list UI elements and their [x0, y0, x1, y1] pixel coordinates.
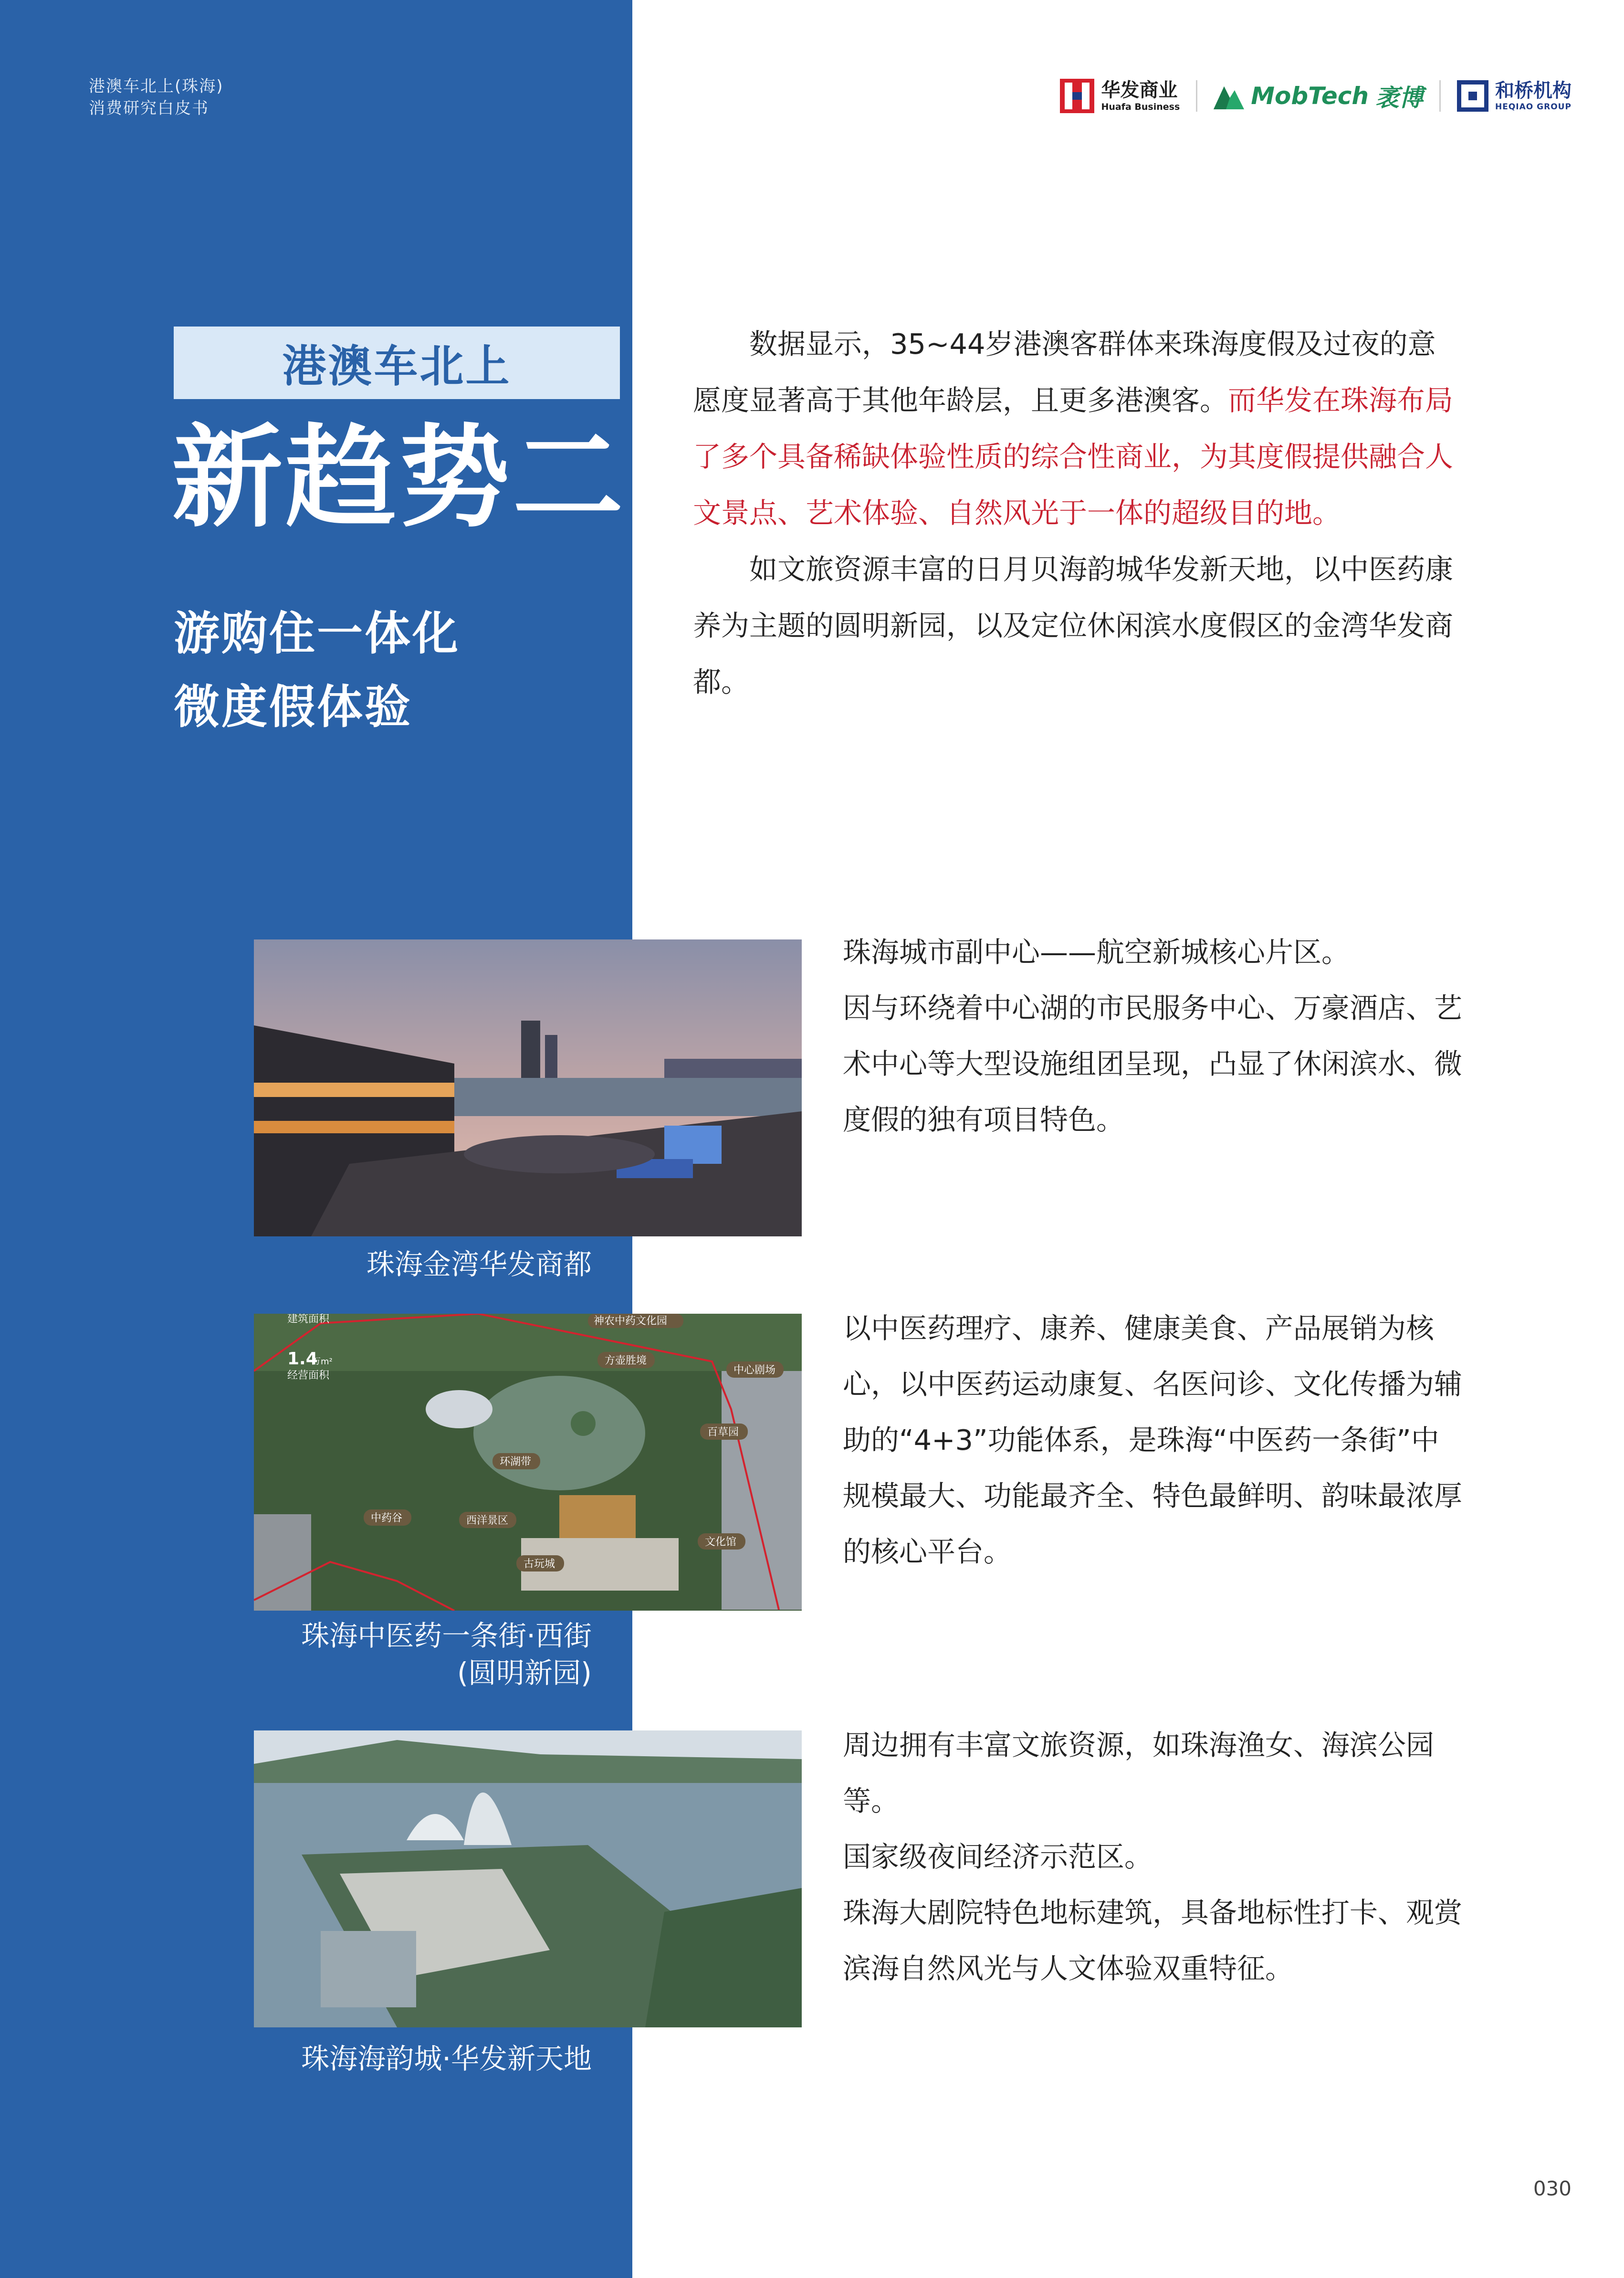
heqiao-logo-cn: 和桥机构 — [1495, 79, 1572, 102]
map-label-xiyang: 西洋景区 — [466, 1515, 509, 1527]
huafa-logo-en: Huafa Business — [1101, 101, 1180, 112]
heqiao-logo — [1457, 80, 1572, 112]
heqiao-logo-icon — [1457, 80, 1488, 112]
yuanming-caption-line2: (圆明新园) — [457, 1656, 592, 1689]
intro-paragraph-1 — [693, 316, 1456, 541]
trend-title: 新趋势二 — [172, 413, 627, 542]
map-label-shennong: 神农中药文化园 — [594, 1315, 668, 1327]
map-label-fanghu: 方壶胜境 — [605, 1355, 647, 1367]
mobtech-logo-icon — [1214, 83, 1244, 109]
intro-paragraph-2: 如文旅资源丰富的日月贝海韵城华发新天地，以中医药康养为主题的圆明新园，以及定位休闲滨水度假区的金湾华发商都。 — [693, 553, 1454, 698]
report-title-line1: 港澳车北上(珠海) — [89, 77, 224, 96]
trend-subtitle — [174, 597, 460, 744]
mobtech-logo-cn: 袤博 — [1375, 84, 1423, 112]
jinwan-description — [843, 924, 1463, 1148]
map-area-unit: 万m² — [312, 1357, 333, 1367]
report-title-line2: 消费研究白皮书 — [89, 99, 209, 118]
haiyun-desc-line1: 周边拥有丰富文旅资源，如珠海渔女、海滨公园等。 — [843, 1729, 1435, 1817]
huafa-logo — [1060, 79, 1180, 113]
map-area-label: 建筑面积 — [287, 1314, 330, 1325]
page-number: 030 — [1533, 2177, 1572, 2200]
logo-divider — [1439, 80, 1441, 112]
map-area-note: 经营面积 — [287, 1370, 330, 1382]
yuanming-caption — [0, 1617, 592, 1692]
hero-tag-label: 港澳车北上 — [282, 341, 512, 392]
mobtech-logo — [1214, 79, 1423, 113]
haiyun-caption-line1: 珠海海韵城·华发新天地 — [301, 2042, 592, 2075]
yuanming-desc-line1: 以中医药理疗、康养、健康美食、产品展销为核心，以中医药运动康复、名医问诊、文化传播为辅助的“4+3”功能体系，是珠海“中医药一条街”中规模最大、功能最齐全、特色最鲜明、韵味最浓厚的核心平台。 — [843, 1312, 1463, 1568]
map-label-baicao: 百草园 — [707, 1426, 739, 1438]
hero-tag — [174, 327, 620, 399]
huafa-logo-icon — [1060, 79, 1094, 113]
intro-text — [693, 316, 1456, 710]
huafa-logo-cn: 华发商业 — [1101, 79, 1178, 101]
intro-lead: 数据显示，35~44岁港澳客群体来珠海度假及过夜的意愿度显著高于其他年龄层，且更多港澳客。 — [693, 327, 1436, 417]
haiyun-photo — [254, 1730, 802, 2027]
partner-logos — [1060, 74, 1572, 117]
map-label-lake: 环湖带 — [500, 1456, 532, 1468]
heqiao-logo-en: HEQIAO GROUP — [1495, 102, 1572, 112]
yuanming-description — [843, 1300, 1463, 1580]
trend-subtitle-line1: 游购住一体化 — [174, 607, 460, 660]
intro-highlight: 而华发在珠海布局了多个具备稀缺体验性质的综合性商业，为其度假提供融合人文景点、艺术体验、自然风光于一体的超级目的地。 — [693, 384, 1454, 529]
map-label-wenhua: 文化馆 — [705, 1536, 737, 1548]
map-label-zhongyao: 中药谷 — [371, 1512, 403, 1524]
map-label-guwan: 古玩城 — [524, 1558, 555, 1570]
logo-divider — [1196, 80, 1197, 112]
yuanming-caption-line1: 珠海中医药一条街·西街 — [301, 1619, 592, 1652]
jinwan-caption-line1: 珠海金湾华发商都 — [366, 1248, 592, 1281]
haiyun-desc-line2: 国家级夜间经济示范区。 — [843, 1840, 1153, 1873]
jinwan-photo — [254, 939, 802, 1236]
report-title — [89, 75, 224, 119]
yuanming-photo — [254, 1314, 802, 1611]
map-label-theater: 中心剧场 — [733, 1364, 776, 1376]
map-area-value: 1.4 — [287, 1349, 318, 1369]
trend-subtitle-line2: 微度假体验 — [174, 680, 412, 734]
haiyun-desc-line3: 珠海大剧院特色地标建筑，具备地标性打卡、观赏滨海自然风光与人文体验双重特征。 — [843, 1896, 1463, 1985]
jinwan-desc-line2: 因与环绕着中心湖的市民服务中心、万豪酒店、艺术中心等大型设施组团呈现，凸显了休闲滨水、微度假的独有项目特色。 — [843, 991, 1463, 1136]
haiyun-caption — [0, 2040, 592, 2078]
mobtech-logo-text: MobTech — [1251, 82, 1369, 110]
jinwan-caption — [0, 1246, 592, 1283]
haiyun-description — [843, 1717, 1463, 1996]
jinwan-desc-line1: 珠海城市副中心——航空新城核心片区。 — [843, 936, 1350, 969]
